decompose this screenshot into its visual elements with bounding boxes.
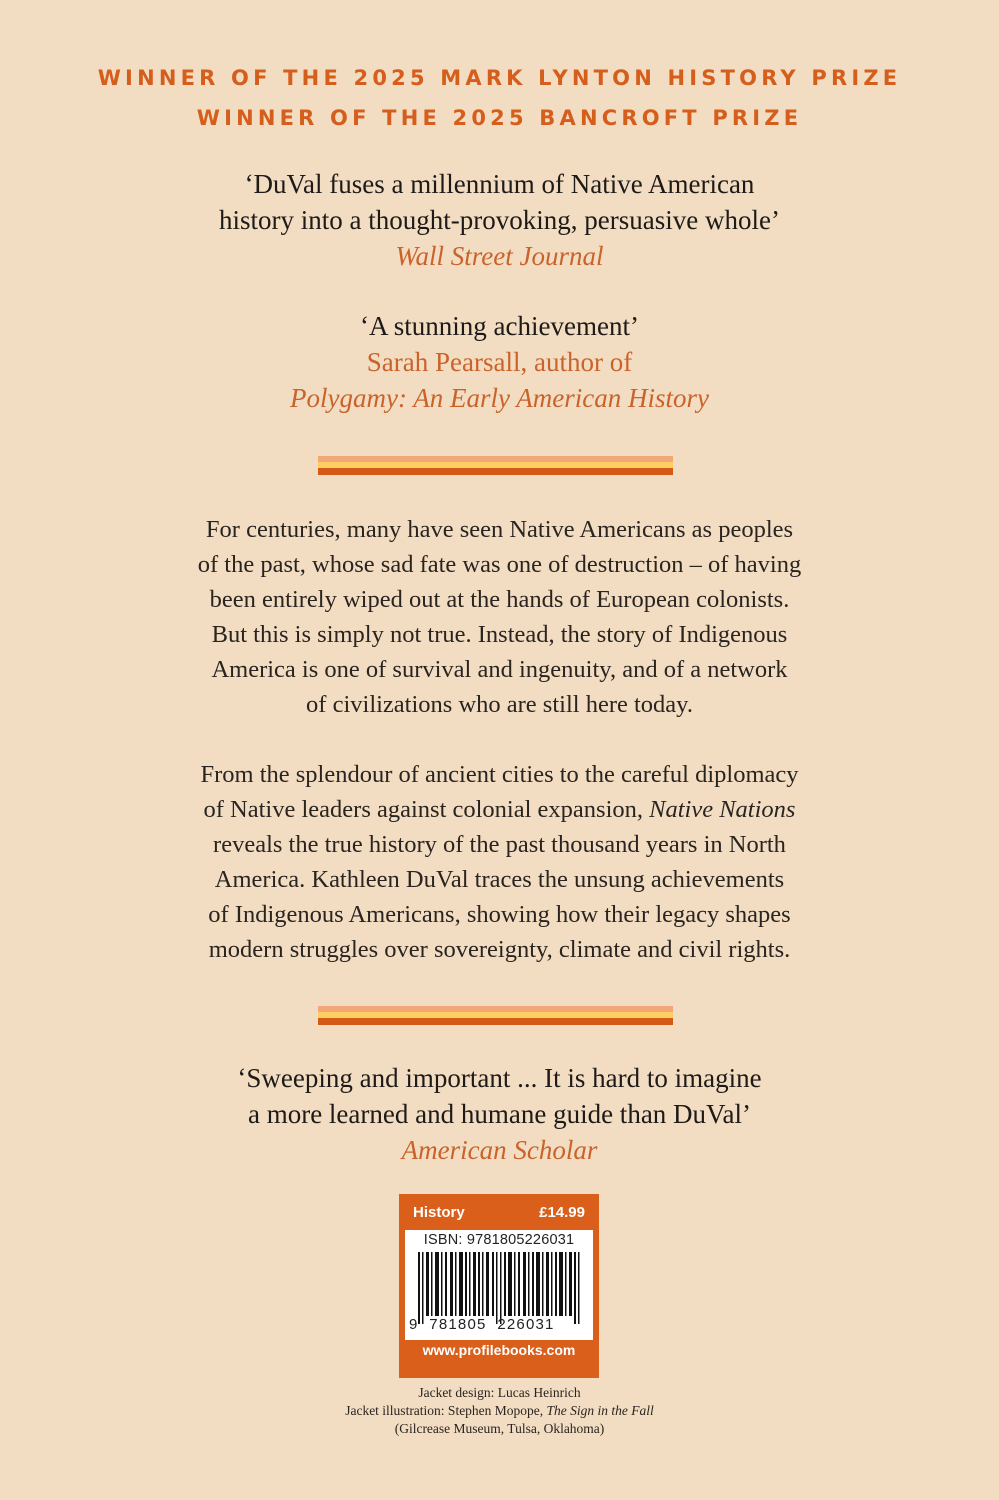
quote-american-scholar <box>0 1060 999 1168</box>
body-text: of Native leaders against colonial expansion, <box>203 796 650 823</box>
body-line: of civilizations who are still here today. <box>306 691 693 718</box>
description-paragraph-1 <box>0 512 999 722</box>
body-line: of the past, whose sad fate was one of destruction – of having <box>197 551 802 578</box>
body-line: America is one of survival and ingenuity, and of a network <box>211 656 788 683</box>
body-line: of Indigenous Americans, showing how their legacy shapes <box>208 901 791 928</box>
barcode-panel <box>399 1194 599 1378</box>
award-bancroft: WINNER OF THE 2025 BANCROFT PRIZE <box>196 106 803 130</box>
artwork-title: The Sign in the Fall <box>546 1403 654 1418</box>
design-credit: Jacket design: Lucas Heinrich <box>418 1385 581 1400</box>
isbn-label: ISBN: 9781805226031 <box>423 1232 575 1248</box>
quote-pearsall <box>0 308 999 416</box>
price-label: £14.99 <box>539 1203 585 1221</box>
quote-wsj <box>0 166 999 274</box>
barcode-header <box>399 1194 599 1230</box>
quote-line: ‘DuVal fuses a millennium of Native American <box>244 169 755 199</box>
award-mark-lynton: WINNER OF THE 2025 MARK LYNTON HISTORY PRIZE <box>97 66 902 90</box>
quote-line: ‘Sweeping and important ... It is hard to imagine <box>237 1063 762 1093</box>
stripe-divider <box>318 1006 673 1024</box>
illustration-credit <box>0 1402 999 1420</box>
body-line: But this is simply not true. Instead, the story of Indigenous <box>211 621 788 648</box>
quote-line: ‘A stunning achievement’ <box>360 311 639 341</box>
quote-line: history into a thought-provoking, persuasive whole’ <box>219 205 780 235</box>
jacket-credits <box>0 1384 999 1438</box>
quote-source: American Scholar <box>401 1135 598 1165</box>
quote-source-author: Sarah Pearsall, author of <box>366 347 633 377</box>
description-paragraph-2 <box>0 757 999 967</box>
awards-section <box>0 58 999 138</box>
quote-source-work: Polygamy: An Early American History <box>290 383 709 413</box>
body-line: America. Kathleen DuVal traces the unsung achievements <box>214 866 785 893</box>
body-line: been entirely wiped out at the hands of European colonists. <box>209 586 790 613</box>
credit-text: Jacket illustration: Stephen Mopope, <box>345 1403 547 1418</box>
quote-source: Wall Street Journal <box>395 241 604 271</box>
digit-first: 9 <box>409 1316 419 1333</box>
body-line: modern struggles over sovereignty, climate and civil rights. <box>208 936 791 963</box>
body-line: From the splendour of ancient cities to the careful diplomacy <box>200 761 799 788</box>
body-line: reveals the true history of the past thousand years in North <box>213 831 786 858</box>
stripe-divider <box>318 456 673 474</box>
barcode-area <box>405 1230 593 1340</box>
digit-group: 781805 <box>429 1316 487 1333</box>
book-title: Native Nations <box>649 796 796 823</box>
barcode-digits <box>409 1316 589 1333</box>
barcode-icon <box>418 1252 584 1324</box>
collection-credit: (Gilcrease Museum, Tulsa, Oklahoma) <box>394 1421 605 1436</box>
category-label: History <box>413 1203 465 1221</box>
body-line: For centuries, many have seen Native Americans as peoples <box>205 516 794 543</box>
digit-group: 226031 <box>497 1316 555 1333</box>
publisher-url: www.profilebooks.com <box>422 1342 576 1358</box>
quote-line: a more learned and humane guide than DuVal’ <box>247 1099 752 1129</box>
body-line <box>0 792 999 827</box>
